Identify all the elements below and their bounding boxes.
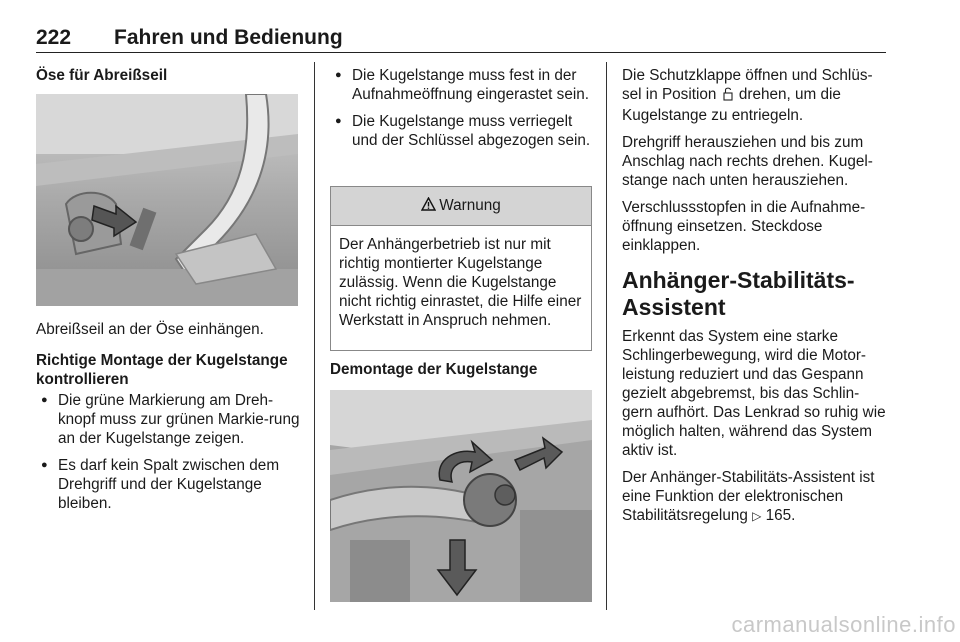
warning-header (331, 187, 591, 226)
column-1 (36, 66, 300, 91)
paragraph (622, 66, 886, 125)
paragraph: Verschlussstopfen in die Aufnahme-öffnung einsetzen. Steckdose einklappen. (622, 199, 866, 254)
photo-tow-bar-removal (330, 390, 592, 602)
column-3 (622, 66, 886, 534)
photo-tow-eye (36, 94, 298, 306)
warning-title: Warnung (439, 197, 501, 214)
list-item: ● Die grüne Markierung am Dreh-knopf muss zur grünen Markie-rung an der Kugelstange zeigen. (36, 391, 300, 448)
column-2 (330, 66, 592, 158)
photo-caption: Abreißseil an der Öse einhängen. (36, 321, 264, 338)
paragraph-text: Die Schutzklappe öffnen und Schlüs-sel in Position (622, 67, 873, 103)
page-reference[interactable]: 165. (765, 507, 796, 524)
paragraph-text: drehen, um die Kugelstange zu entriegeln. (622, 86, 841, 124)
page-number: 222 (36, 26, 72, 49)
padlock-open-icon (723, 86, 733, 106)
paragraph (622, 468, 886, 526)
column-1-text (36, 320, 300, 521)
warning-text: Der Anhängerbetrieb ist nur mit richtig montierter Kugelstange zulässig. Wenn die Kugelstange nicht richtig einrastet, die Hilfe einer Werkstatt in Anspruch nehmen. (339, 236, 582, 329)
paragraph-text: Der Anhänger-Stabilitäts-Assistent ist eine Funktion der elektronischen Stabilitätsregelung (622, 469, 875, 524)
chapter-title: Fahren und Bedienung (114, 26, 343, 49)
section-subhead: Richtige Montage der Kugelstange kontrollieren (36, 352, 288, 388)
warning-triangle-icon (421, 197, 436, 216)
column-divider (314, 62, 315, 610)
column-2-subhead (330, 360, 592, 385)
section-heading: Anhänger-Stabilitäts-Assistent (622, 267, 855, 320)
paragraph: Erkennt das System eine starke Schlingerbewegung, wird die Motor-leistung reduziert und das Gespann gezielt abgebremst, bis das Schlin-gern aufhört. Das Lenkrad so ruhig wie möglich halten, während das System aktiv ist. (622, 328, 886, 459)
watermark: carmanualsonline.info (731, 612, 956, 637)
arrow-right-icon: ▷ (752, 509, 762, 523)
list-item: ● Die Kugelstange muss fest in der Aufnahmeöffnung eingerastet sein. (330, 66, 592, 104)
column-divider (606, 62, 607, 610)
warning-box (330, 186, 592, 351)
page-header (36, 24, 886, 53)
bullet-list (36, 391, 300, 513)
section-subhead: Demontage der Kugelstange (330, 361, 538, 378)
bullet-list (330, 66, 592, 150)
section-subhead: Öse für Abreißseil (36, 67, 168, 84)
list-item: ● Es darf kein Spalt zwischen dem Drehgriff und der Kugelstange bleiben. (36, 456, 300, 513)
paragraph: Drehgriff herausziehen und bis zum Anschlag nach rechts drehen. Kugel-stange nach unten herausziehen. (622, 134, 873, 189)
list-item: ● Die Kugelstange muss verriegelt und der Schlüssel abgezogen sein. (330, 112, 592, 150)
